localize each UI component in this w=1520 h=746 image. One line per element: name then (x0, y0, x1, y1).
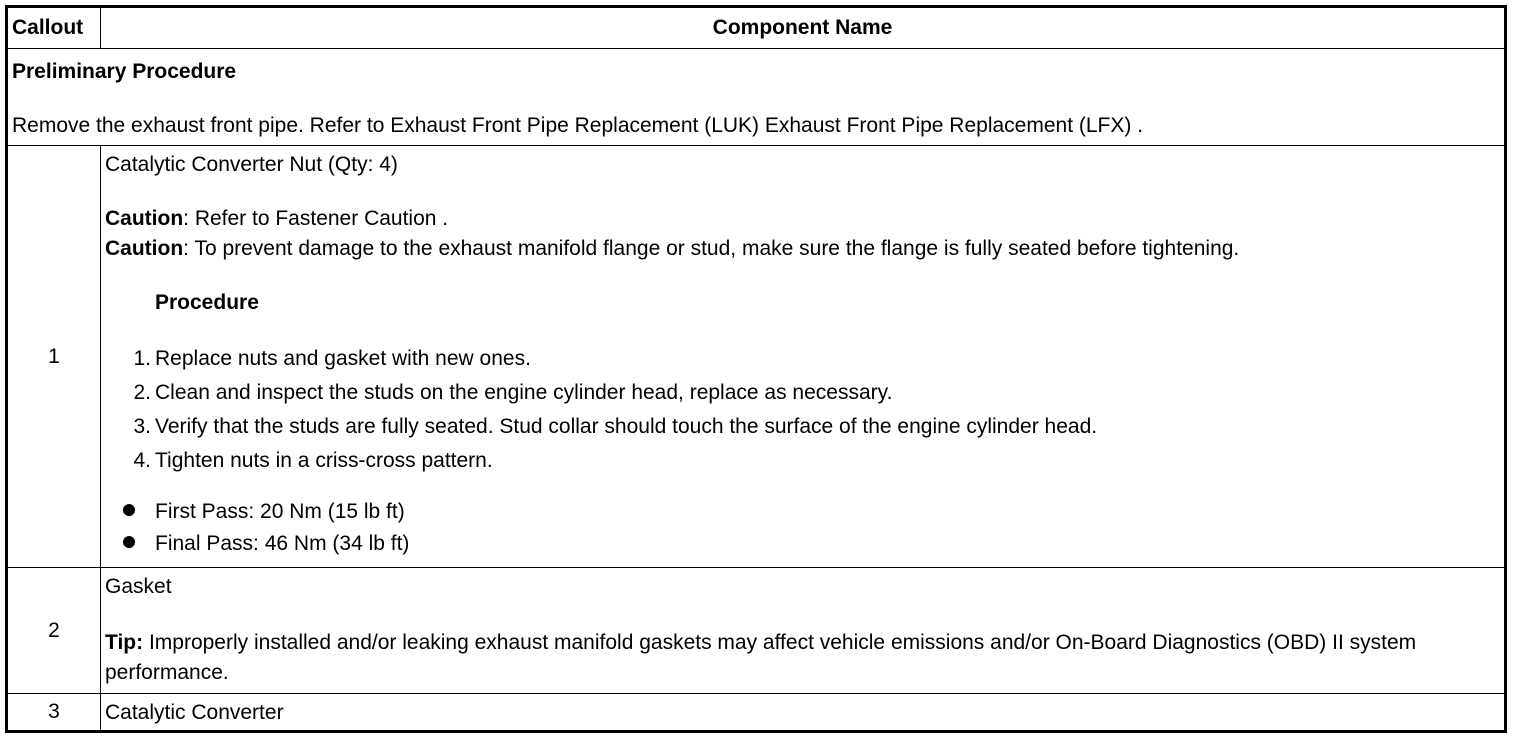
preliminary-title: Preliminary Procedure (12, 60, 237, 83)
step-text: Verify that the studs are fully seated. Stud collar should touch the surface of the engine cylinder head. (155, 415, 1098, 438)
step-number: 3. (133, 415, 151, 438)
bullet-icon (123, 536, 135, 548)
pass-text: First Pass: 20 Nm (15 lb ft) (155, 500, 405, 523)
step-number: 2. (133, 381, 151, 404)
step-number: 1. (133, 347, 151, 370)
step-text: Tighten nuts in a criss-cross pattern. (155, 449, 493, 472)
component-name: Catalytic Converter Nut (Qty: 4) (105, 153, 398, 176)
list-item (133, 444, 1500, 478)
list-item (133, 376, 1500, 410)
component-name: Catalytic Converter (105, 701, 284, 724)
list-item (155, 528, 1500, 560)
step-text: Clean and inspect the studs on the engine cylinder head, replace as necessary. (155, 381, 893, 404)
component-cell (101, 694, 1506, 732)
procedure-steps (105, 342, 1500, 478)
pass-text: Final Pass: 46 Nm (34 lb ft) (155, 532, 410, 555)
list-item (155, 496, 1500, 528)
component-cell (101, 146, 1506, 568)
bullet-icon (123, 504, 135, 516)
caution-label: Caution (105, 207, 184, 230)
caution-line (105, 234, 1500, 264)
callout-number: 2 (7, 568, 101, 694)
component-table (5, 5, 1507, 733)
step-text: Replace nuts and gasket with new ones. (155, 347, 531, 370)
caution-text: : Refer to Fastener Caution . (183, 207, 449, 230)
table-header-row (7, 7, 1506, 49)
preliminary-cell (7, 49, 1506, 146)
list-item (133, 410, 1500, 444)
step-number: 4. (133, 449, 151, 472)
preliminary-text: Remove the exhaust front pipe. Refer to Exhaust Front Pipe Replacement (LUK) Exhaust Front Pipe Replacement (LFX) . (12, 114, 1144, 137)
caution-text: : To prevent damage to the exhaust manifold flange or stud, make sure the flange is fully seated before tightening. (183, 237, 1240, 260)
caution-label: Caution (105, 237, 184, 260)
table-row (7, 146, 1506, 568)
callout-number: 3 (7, 694, 101, 732)
procedure-title: Procedure (155, 291, 259, 314)
list-item (133, 342, 1500, 376)
preliminary-row (7, 49, 1506, 146)
component-name-column-header: Component Name (101, 7, 1506, 49)
callout-column-header: Callout (7, 7, 101, 49)
table-row (7, 694, 1506, 732)
tip-label: Tip: (105, 631, 144, 654)
component-cell (101, 568, 1506, 694)
caution-line (105, 204, 1500, 234)
tip-line (105, 628, 1500, 688)
torque-passes (105, 496, 1500, 560)
tip-text: Improperly installed and/or leaking exhaust manifold gaskets may affect vehicle emissions and/or On-Board Diagnostics (OBD) II system performance. (105, 631, 1417, 684)
callout-number: 1 (7, 146, 101, 568)
component-name: Gasket (105, 575, 172, 598)
table-row (7, 568, 1506, 694)
